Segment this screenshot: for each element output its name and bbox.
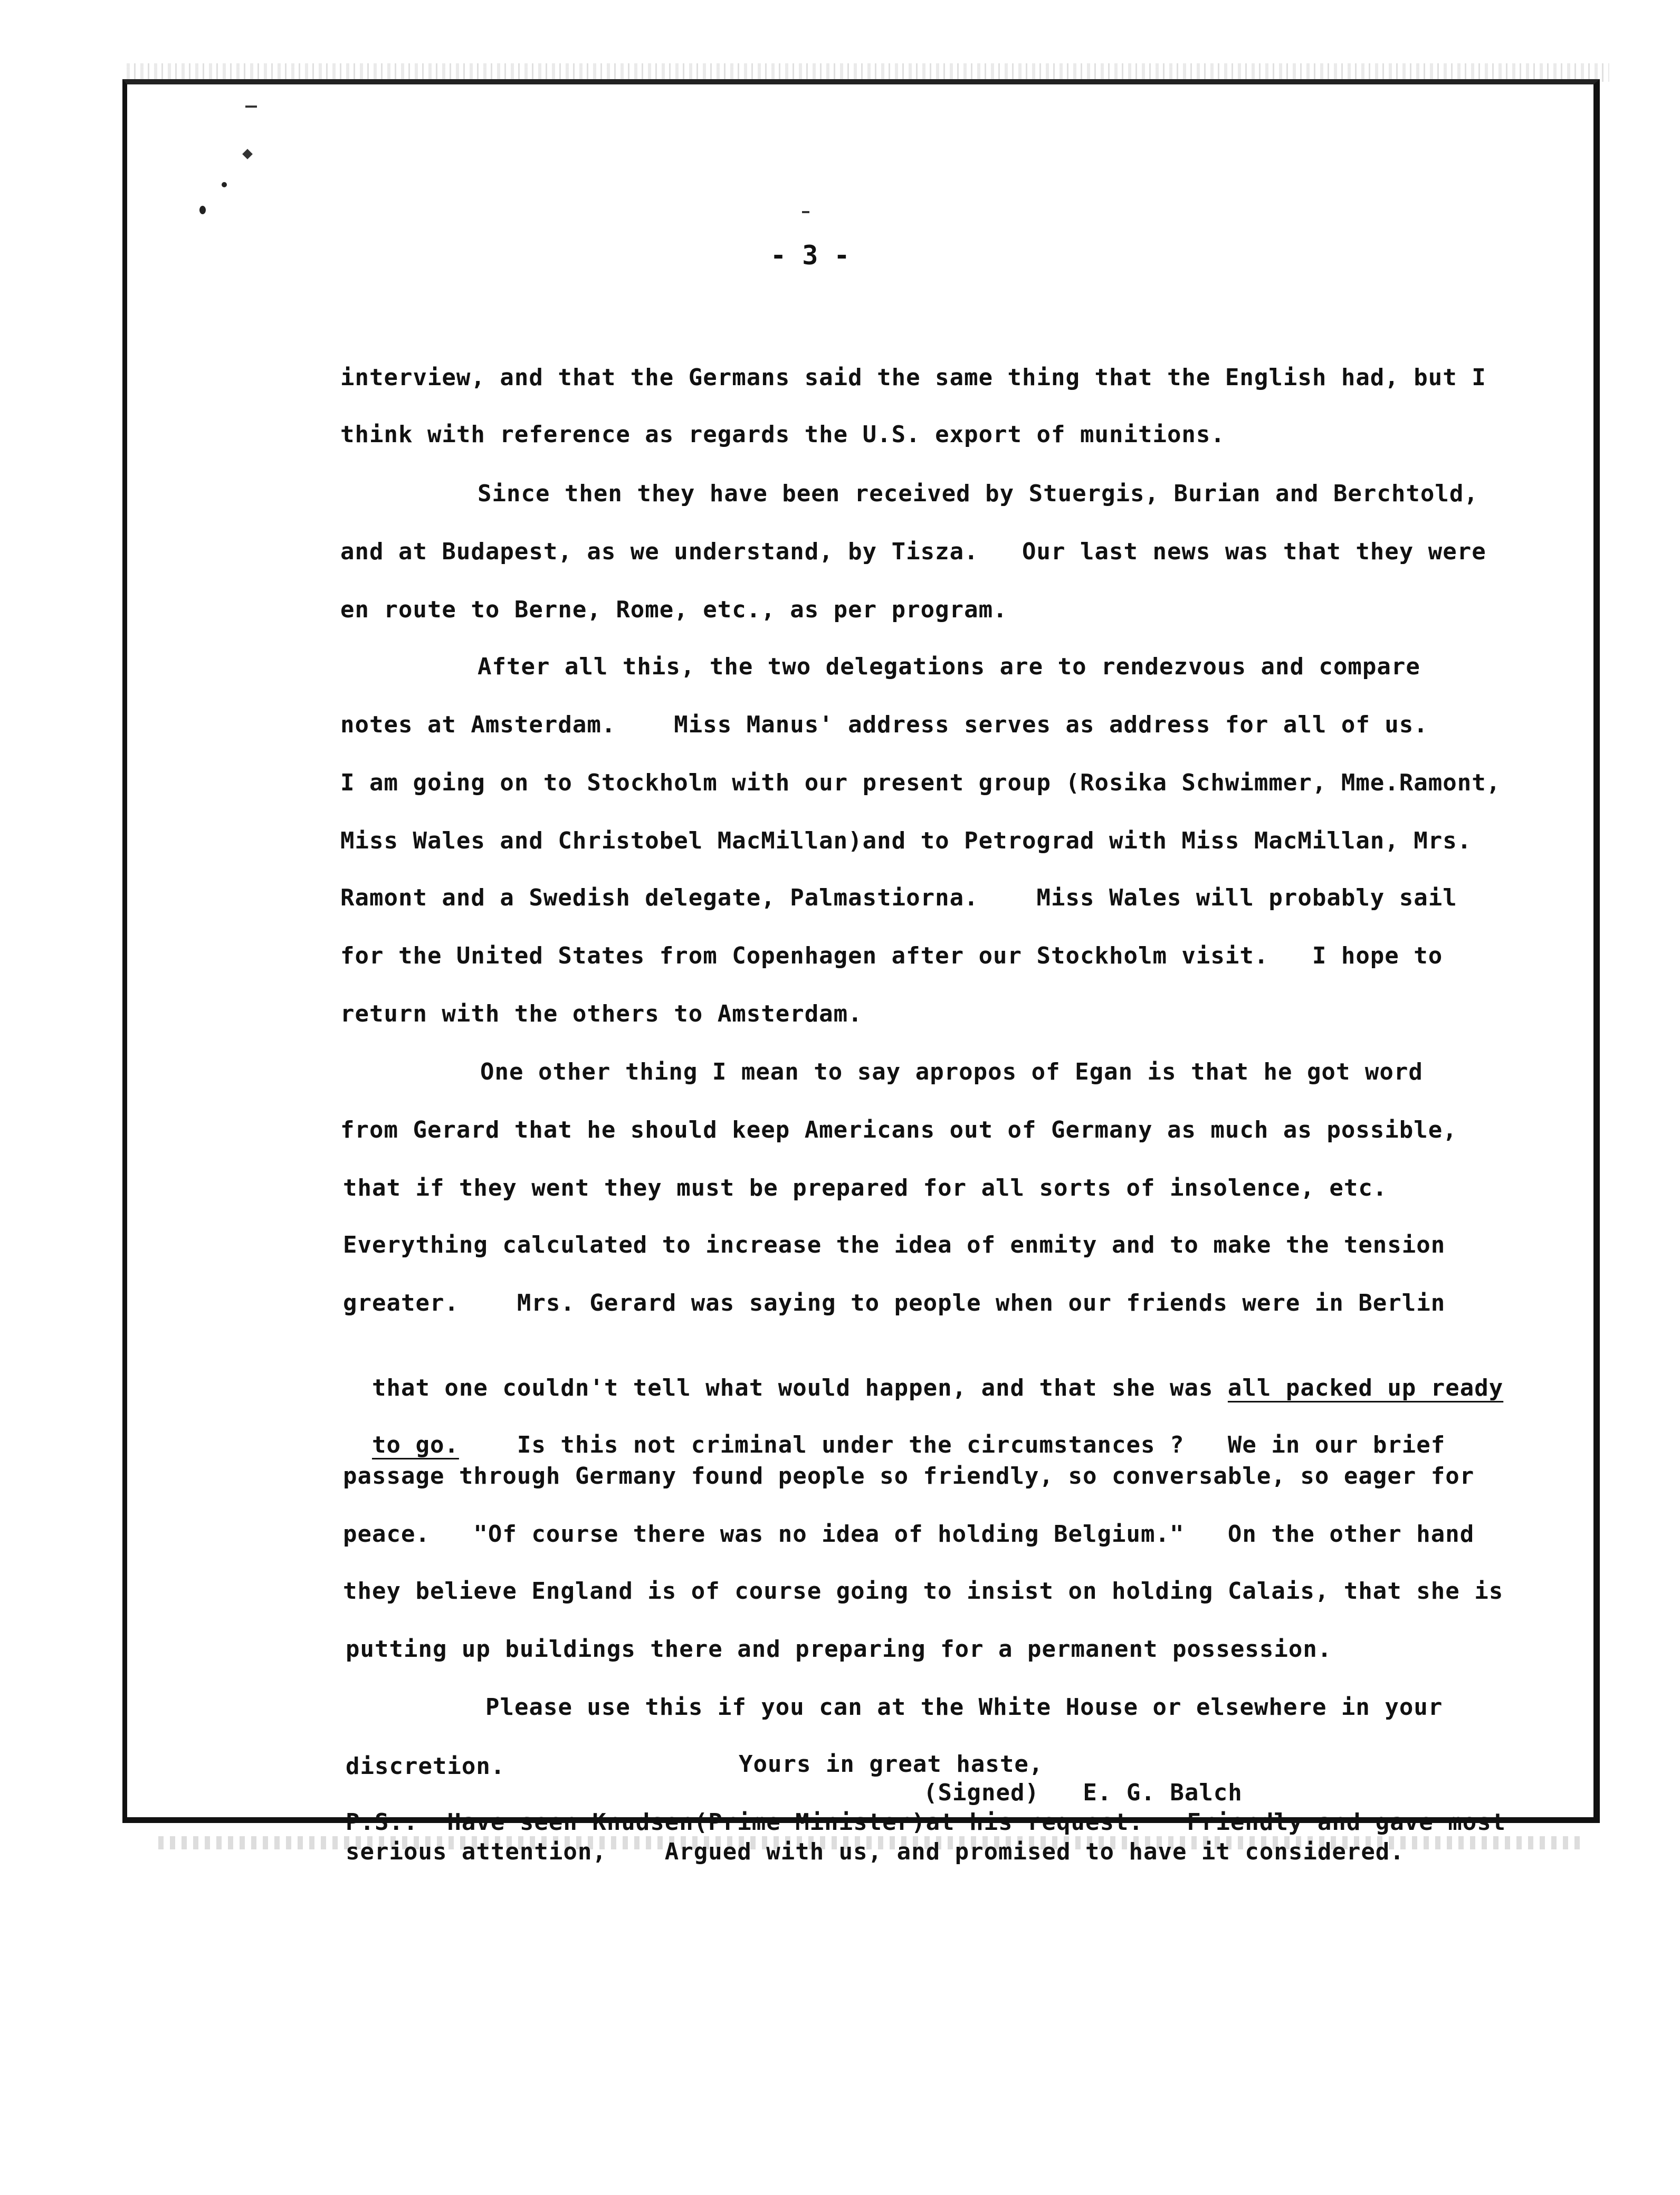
text-segment: Is this not criminal under the circumstances ? We in our brief [459, 1431, 1446, 1458]
text-line: Ramont and a Swedish delegate, Palmastiorna. Miss Wales will probably sail [340, 884, 1457, 911]
text-line: for the United States from Copenhagen after our Stockholm visit. I hope to [340, 942, 1443, 969]
text-segment: that one couldn't tell what would happen, and that she was [371, 1375, 1228, 1401]
margin-mark [802, 211, 809, 213]
margin-speck [199, 206, 206, 214]
text-line: they believe England is of course going to insist on holding Calais, that she is [343, 1578, 1504, 1605]
text-line: en route to Berne, Rome, etc., as per program. [340, 596, 1008, 623]
text-line: Please use this if you can at the White House or elsewhere in your [485, 1694, 1443, 1721]
text-line: that if they went they must be prepared for all sorts of insolence, etc. [343, 1175, 1388, 1201]
text-line: and at Budapest, as we understand, by Tisza. Our last news was that they were [340, 538, 1486, 565]
text-line: putting up buildings there and preparing for a permanent possession. [346, 1636, 1332, 1663]
closing-discretion: discretion. [346, 1753, 505, 1780]
text-line [343, 1348, 1503, 1401]
page-number: - 3 - [770, 240, 850, 271]
underlined-phrase: to go. [371, 1431, 459, 1458]
text-line [343, 1405, 1445, 1458]
text-line: greater. Mrs. Gerard was saying to people when our friends were in Berlin [343, 1290, 1446, 1316]
postscript-line: serious attention, Argued with us, and promised to have it considered. [346, 1838, 1405, 1865]
text-line: from Gerard that he should keep Americans out of Germany as much as possible, [340, 1116, 1457, 1143]
margin-speck [222, 182, 227, 187]
margin-mark [245, 106, 257, 108]
text-line: Since then they have been received by Stuergis, Burian and Berchtold, [478, 480, 1478, 507]
text-line: think with reference as regards the U.S. export of munitions. [340, 421, 1225, 448]
text-line: Miss Wales and Christobel MacMillan)and to Petrograd with Miss MacMillan, Mrs. [340, 827, 1472, 854]
text-line: I am going on to Stockholm with our present group (Rosika Schwimmer, Mme.Ramont, [340, 769, 1501, 796]
text-line: peace. "Of course there was no idea of holding Belgium." On the other hand [343, 1521, 1475, 1548]
underlined-phrase: all packed up ready [1227, 1375, 1504, 1401]
valediction: Yours in great haste, [739, 1751, 1044, 1778]
signature-line: (Signed) E. G. Balch [923, 1779, 1243, 1806]
text-line: After all this, the two delegations are to rendezvous and compare [478, 653, 1420, 680]
text-line: passage through Germany found people so friendly, so conversable, so eager for [343, 1463, 1475, 1490]
text-line: interview, and that the Germans said the same thing that the English had, but I [340, 364, 1486, 391]
postscript-line: P.S.: Have seen Knudsen(Prime Minister)at his request. Friendly and gave most [346, 1809, 1506, 1836]
text-line: One other thing I mean to say apropos of Egan is that he got word [480, 1058, 1423, 1085]
text-line: return with the others to Amsterdam. [340, 1000, 863, 1027]
text-line: Everything calculated to increase the idea of enmity and to make the tension [343, 1232, 1446, 1258]
text-line: notes at Amsterdam. Miss Manus' address serves as address for all of us. [340, 711, 1428, 738]
